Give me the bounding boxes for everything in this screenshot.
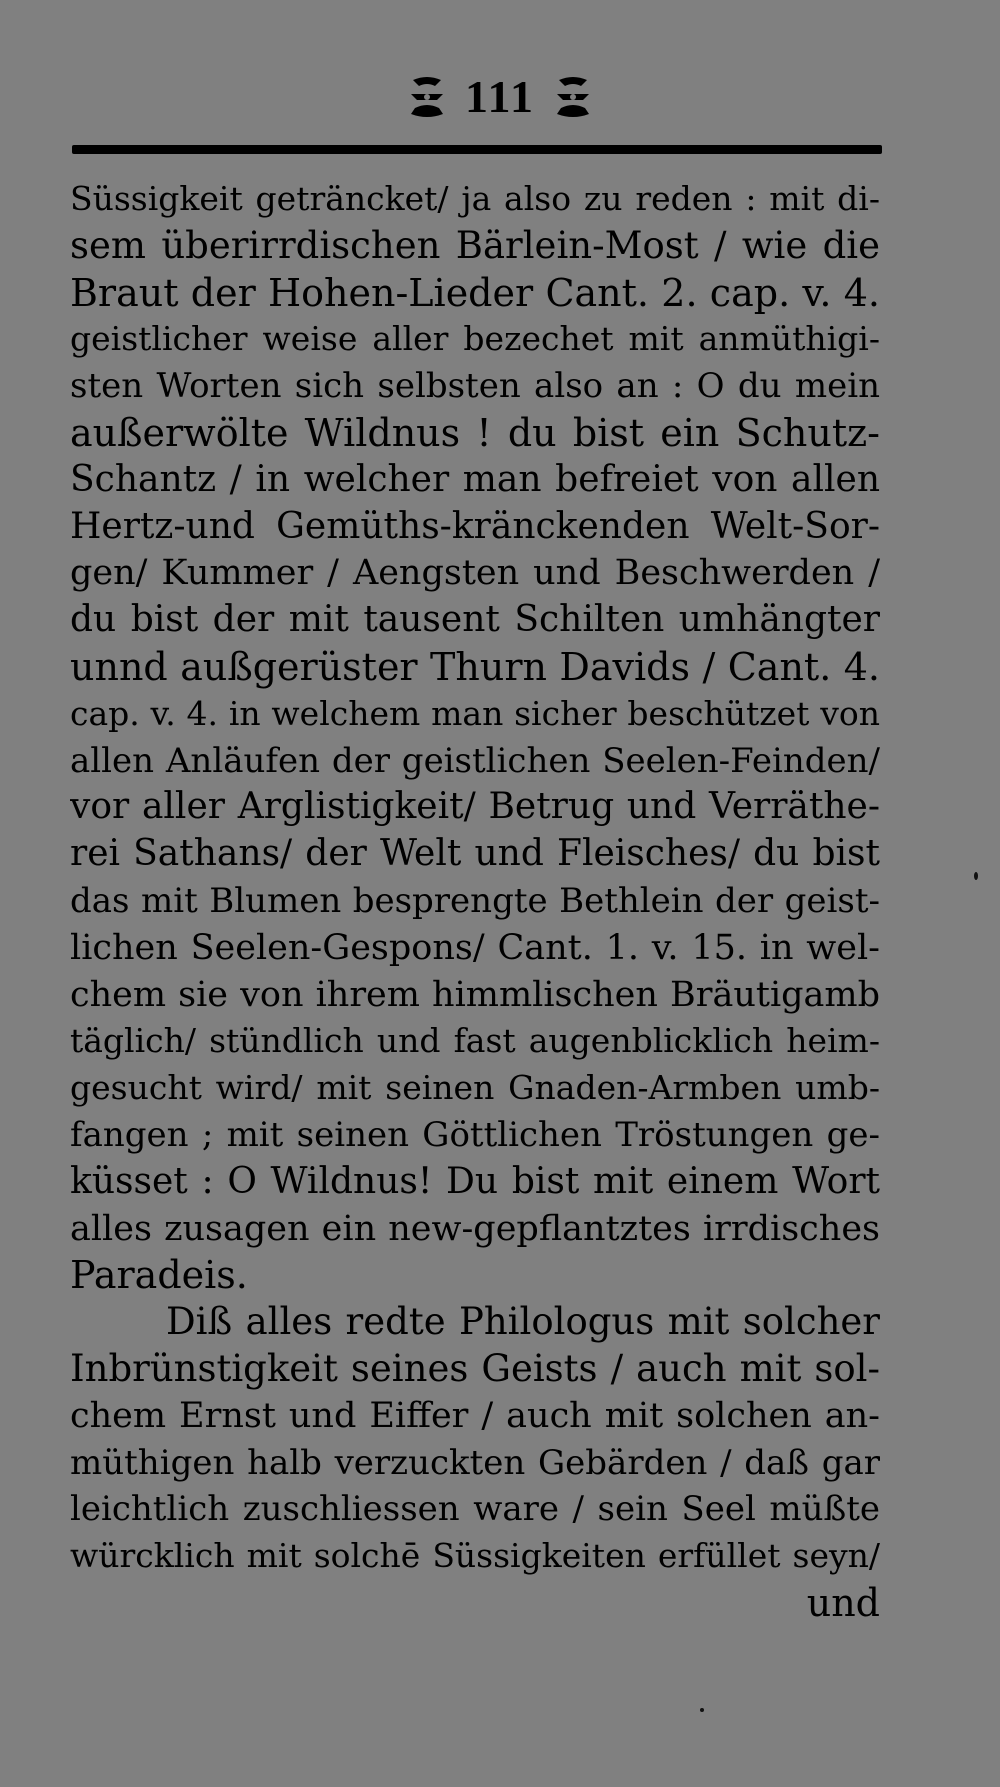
text-line: alles zusagen ein new-gepflantztes irrdisches <box>70 1208 880 1249</box>
text-line: sten Worten sich selbsten also an : O du mein <box>70 366 880 407</box>
text-line: du bist der mit tausent Schilten umhängter <box>70 599 880 641</box>
page-number: 111 <box>465 71 535 122</box>
text-line: das mit Blumen besprengte Bethlein der geist- <box>70 880 880 921</box>
ink-speck <box>974 872 978 880</box>
text-line: sem überirrdischen Bärlein-Most / wie die <box>70 223 880 267</box>
text-line: würcklich mit solchē Süssigkeiten erfüllet seyn/ <box>70 1536 880 1576</box>
text-line: geistlicher weise aller bezechet mit anmüthigi- <box>70 319 880 359</box>
text-line: küsset : O Wildnus! Du bist mit einem Wort <box>70 1160 880 1202</box>
text-line: täglich/ stündlich und fast augenblicklich heim- <box>70 1021 880 1061</box>
text-line: Schantz / in welcher man befreiet von allen <box>70 458 880 500</box>
text-line: außerwölte Wildnus ! du bist ein Schutz- <box>70 410 880 455</box>
text-line: Inbrünstigkeit seines Geists / auch mit sol- <box>70 1346 880 1390</box>
text-line: Paradeis. <box>70 1253 248 1298</box>
text-line: Süssigkeit geträncket/ ja also zu reden : mit di- <box>70 179 880 218</box>
text-line: lichen Seelen-Gespons/ Cant. 1. v. 15. in wel- <box>70 927 880 968</box>
text-line: unnd außgerüster Thurn Davids / Cant. 4. <box>70 644 880 689</box>
text-line: Hertz-und Gemüths-kränckenden Welt-Sor- <box>70 505 880 547</box>
text-line: leichtlich zuschliessen ware / sein Seel müßte <box>70 1489 880 1530</box>
text-line: vor aller Arglistigkeit/ Betrug und Verräthe- <box>70 786 880 828</box>
header-rule <box>72 145 882 154</box>
catchword: und <box>806 1580 880 1625</box>
page-header <box>0 62 1000 132</box>
text-line: Diß alles redte Philologus mit solcher <box>166 1300 880 1344</box>
body-text <box>70 176 880 1627</box>
text-line: gen/ Kummer / Aengsten und Beschwerden / <box>70 553 880 594</box>
text-line: cap. v. 4. in welchem man sicher beschützet von <box>70 693 880 733</box>
text-line: chem Ernst und Eiffer / auch mit solchen an- <box>70 1395 880 1436</box>
ink-speck <box>700 1708 704 1712</box>
text-line: fangen ; mit seinen Göttlichen Tröstungen ge- <box>70 1114 880 1155</box>
text-line: müthigen halb verzuckten Gebärden / daß gar <box>70 1442 880 1483</box>
text-line: Braut der Hohen-Lieder Cant. 2. cap. v. 4. <box>70 270 880 315</box>
fleuron-left-icon <box>407 74 447 120</box>
text-line: gesucht wird/ mit seinen Gnaden-Armben umb- <box>70 1068 880 1108</box>
text-line: allen Anläufen der geistlichen Seelen-Feinden/ <box>70 740 880 781</box>
text-line: chem sie von ihrem himmlischen Bräutigamb <box>70 974 880 1015</box>
text-line: rei Sathans/ der Welt und Fleisches/ du bist <box>70 833 880 875</box>
fleuron-right-icon <box>553 74 593 120</box>
